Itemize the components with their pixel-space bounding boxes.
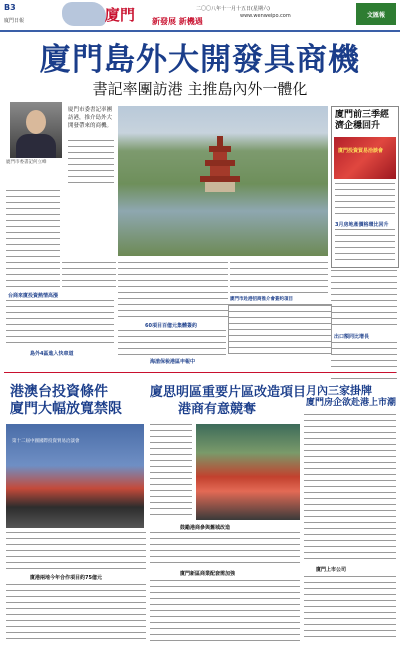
col-1b-text <box>6 300 114 345</box>
story3-text-3 <box>150 580 300 642</box>
story3-photo <box>196 424 300 520</box>
story4-title-1: 月內三家掛牌 <box>306 384 372 397</box>
sidebar-photo <box>334 137 396 179</box>
page-headline: 廈門島外大開發具商機 <box>40 42 360 78</box>
story3-subhead-1: 鼓勵港商參與舊城改造 <box>180 525 231 531</box>
portrait-photo <box>10 102 62 158</box>
story3-text-2 <box>150 532 300 568</box>
story2-title-2: 廈門大幅放寬禁限 <box>10 401 122 417</box>
portrait-face <box>26 110 46 134</box>
col-3b-text <box>118 330 226 356</box>
table-title: 廈門市赴港招商推介會簽約項目 <box>230 297 293 302</box>
sidebar-title: 廈門前三季經濟企穩回升 <box>335 110 390 131</box>
lead-text-block <box>68 140 114 185</box>
story3-title-1: 廈思明區重要片區改造項目 <box>150 385 307 400</box>
main-photo <box>118 106 328 256</box>
story4-text <box>304 414 396 564</box>
right-col-text-1 <box>331 270 397 330</box>
sidebar-text-2 <box>335 229 395 263</box>
story3-text-1 <box>150 424 192 516</box>
col-1-text <box>6 190 60 290</box>
story3-title-2: 港商有意競奪 <box>178 402 257 417</box>
story2-text-2 <box>6 584 146 642</box>
site-url[interactable]: www.wenweipo.com <box>240 13 291 19</box>
col-2-subhead: 島外4區進入快車道 <box>30 351 74 357</box>
col-3-text <box>118 262 228 318</box>
col-4-text <box>230 262 328 296</box>
sidebar-subhead-1: 3月房地產價格環比回升 <box>335 222 389 228</box>
story2-text <box>6 532 146 572</box>
signing-table <box>228 304 332 354</box>
story3-subhead-2: 廈門新區商業配套需加強 <box>180 571 236 577</box>
col-4-subhead: 海滄保稅港區申報中 <box>150 359 196 365</box>
section-label: 廈門日報 <box>4 18 25 24</box>
divider <box>4 372 396 373</box>
sidebar-box <box>331 106 399 268</box>
brand-title: 廈門 <box>105 6 136 24</box>
lead-intro: 廈門市委書記率團訪港，推介島外大開發帶來的商機。 <box>68 107 113 129</box>
story2-photo-banner: 第十二屆中國國際投資貿易洽談會 <box>12 439 80 444</box>
sidebar-photo-text: 廈門投資貿易洽談會 <box>338 148 384 154</box>
portrait-suit <box>16 134 56 158</box>
sidebar-text-1 <box>335 183 395 219</box>
page-number: B3 <box>4 3 16 12</box>
col-2-text <box>62 262 116 290</box>
story2-photo <box>6 424 144 528</box>
story4-text-2 <box>304 576 396 642</box>
story4-subhead: 廈門上市公司 <box>316 567 347 573</box>
story2-subhead: 廈港兩地今年合作項目約75億元 <box>30 575 102 581</box>
page-subhead: 書記率團訪港 主推島內外一體化 <box>92 80 308 98</box>
pagoda-graphic <box>200 136 240 192</box>
masthead <box>0 0 400 32</box>
portrait-caption: 廈門市委書記何立峰 <box>6 160 47 165</box>
map-graphic <box>62 2 106 26</box>
newspaper-logo: 文匯報 <box>356 3 396 25</box>
date-line: 二〇〇八年十一月十五日(星期六) <box>196 6 270 12</box>
story4-title-2: 廈門房企欲赴港上市潮 <box>306 398 397 408</box>
right-col-subhead: 出口額同比增長 <box>334 334 370 340</box>
col-3-subhead: 60項目百億元集體簽約 <box>145 323 197 329</box>
right-col-text-2 <box>331 342 397 382</box>
col-1-subhead: 台商來廈投資熱情高漲 <box>8 293 59 299</box>
slogan: 新發展 新機遇 <box>152 17 203 26</box>
story2-title-1: 港澳台投資條件 <box>10 384 108 400</box>
